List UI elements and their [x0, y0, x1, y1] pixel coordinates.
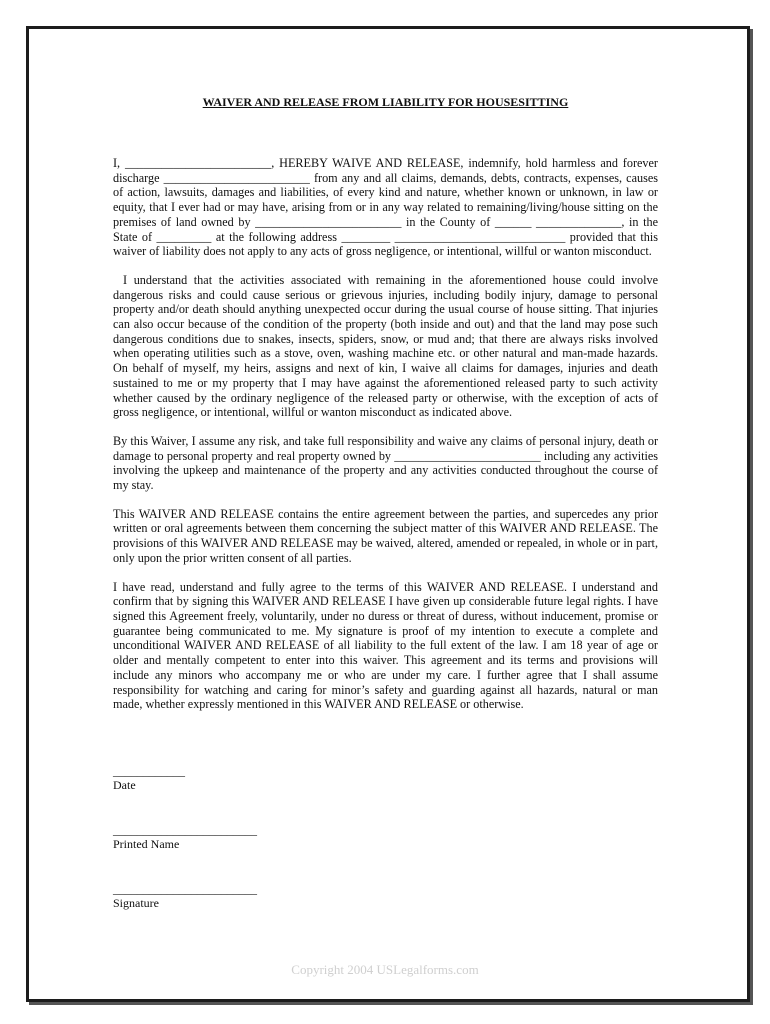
paragraph-release: I, ________________________, HEREBY WAIVE AND RELEASE, indemnify, hold harmless and forever discharge ________________________ from any and all claims, demands, debts, contracts, expenses, causes of action, lawsuits, damages and liabilities, of every kind and nature, whether known or unknown, in law or equity, that I ever had or may have, arising from or in any way related to remaining/living/house sitting on the premises of land owned by ________________________ in the County of ______ ______________, in the State of _________ at the following address ________ ____________________________ provided that this waiver of liability does not apply to any acts of gross negligence, or intentional, willful or wanton misconduct. — [113, 156, 658, 259]
copyright-footer: Copyright 2004 USLegalforms.com — [291, 962, 479, 977]
printed-name-line[interactable]: ________________________ — [113, 823, 257, 837]
signature-line[interactable]: ________________________ — [113, 882, 257, 896]
paragraph-risks: I understand that the activities associated with remaining in the aforementioned house could involve dangerous risks and could cause serious or grievous injuries, including bodily injury, damage to personal property and/or death should anything unexpected occur during the usual course of house sitting. That injuries can also occur because of the condition of the property (both inside and out) and that the land may pose such dangerous conditions due to snakes, insects, spiders, snow, or mud and; that there are always risks involved when operating utilities such as a stove, oven, washing machine etc. or other natural and man-made hazards. On behalf of myself, my heirs, assigns and next of kin, I waive all claims for damages, injuries and death sustained to me or my property that I may have against the aforementioned released party to such activity whether caused by the ordinary negligence of the released party or otherwise, with the exception of acts of gross negligence, or intentional, willful or wanton misconduct as indicated above. — [113, 272, 658, 420]
date-label: Date — [113, 778, 136, 792]
paragraph-assume-risk: By this Waiver, I assume any risk, and take full responsibility and waive any claims of personal injury, death or damage to personal property and real property owned by ________________________ including any activities involving the upkeep and maintenance of the property and any activities conducted throughout the course of my stay. — [113, 433, 658, 493]
paragraph-acknowledgement: I have read, understand and fully agree to the terms of this WAIVER AND RELEASE. I understand and confirm that by signing this WAIVER AND RELEASE I have given up considerable future legal rights. I have signed this Agreement freely, voluntarily, under no duress or threat of duress, without inducement, promise or guarantee being communicated to me. My signature is proof of my intention to execute a complete and unconditional WAIVER AND RELEASE of all liability to the full extent of the law. I am 18 year of age or older and mentally competent to enter into this waiver. This agreement and its terms and provisions will include any minors who accompany me or who are under my care. I further agree that I shall assume responsibility for watching and caring for minor’s safety and guarding against all hazards, natural or man made, whether expressly mentioned in this WAIVER AND RELEASE or otherwise. — [113, 579, 658, 712]
printed-name-label: Printed Name — [113, 837, 180, 851]
date-field[interactable] — [113, 764, 185, 793]
signature-field[interactable] — [113, 882, 257, 911]
paragraph-entire-agreement: This WAIVER AND RELEASE contains the entire agreement between the parties, and supercedes any prior written or oral agreements between them concerning the subject matter of this WAIVER AND RELEASE. The provisions of this WAIVER AND RELEASE may be waived, altered, amended or repealed, in whole or in part, only upon the prior written consent of all parties. — [113, 506, 658, 565]
date-line[interactable]: ____________ — [113, 764, 185, 778]
document-body — [113, 156, 658, 726]
printed-name-field[interactable] — [113, 823, 257, 852]
signature-label: Signature — [113, 896, 159, 910]
document-title: WAIVER AND RELEASE FROM LIABILITY FOR HOUSESITTING — [202, 95, 569, 109]
